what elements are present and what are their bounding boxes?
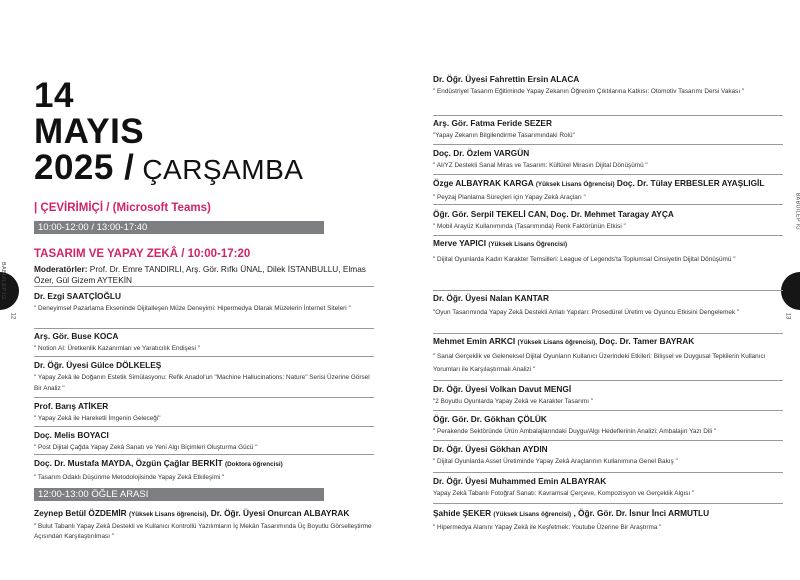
time-bar-main: 10:00-12:00 / 13:00-17:40 [34, 221, 324, 234]
talk-title: " Yapay Zekâ ile Hareketli İmgenin Geleceği" [34, 415, 161, 422]
speaker-note: (Yüksek Lisans öğrencisi) [493, 511, 572, 518]
divider [433, 174, 783, 175]
moderators-label: Moderatörler: [34, 264, 88, 274]
speaker-name [433, 336, 783, 348]
talk-title: " Hipermedya Alanını Yapay Zekâ ile Keşfetmek: Youtube Üzerine Bir Araştırma " [433, 524, 662, 531]
speaker-name: Arş. Gör. Buse KOCA [34, 331, 119, 341]
divider [433, 472, 783, 473]
talk-title: "2 Boyutlu Oyunlarda Yapay Zekâ ve Karakter Tasarımı " [433, 398, 594, 405]
divider [433, 410, 783, 411]
list-item [34, 508, 374, 541]
speaker-note: (Doktora öğrencisi) [225, 461, 283, 468]
talk-title: " Dijital Oyunlarda Kadın Karakter Temsilleri: League of Legends'ta Toplumsal Cinsiyetin Dijital Dönüşümü " [433, 256, 736, 263]
moderators-names: Prof. Dr. Emre TANDIRLI, Arş. Gör. Rıfkı ÜNAL, Dilek İSTANBULLU, Elmas Özer, Gül Gizem AYTEKİN [34, 264, 366, 285]
divider [34, 328, 374, 329]
speaker-name: Dr. Ezgi SAATÇİOĞLU [34, 291, 121, 301]
speaker-note: (Yüksek Lisans öğrencisi), [128, 511, 209, 518]
list-item [433, 209, 783, 233]
date-heading [34, 78, 303, 186]
speaker-name: Öğr. Gör. Dr. Gökhan ÇÖLÜK [433, 414, 547, 424]
speaker-rest: , Öğr. Gör. Dr. İsnur İnci ARMUTLU [573, 508, 710, 518]
left-page-number: 12 [9, 312, 16, 320]
divider [433, 440, 783, 441]
divider [433, 503, 783, 504]
talk-title: " AI/YZ Destekli Sanal Miras ve Tasarım: Kültürel Mirasın Dijital Dönüşümü " [433, 162, 648, 169]
list-item [34, 458, 374, 484]
talk-title: " Dijital Oyunlarda Asset Üretiminde Yapay Zekâ Araçlarının Kullanımına Genel Bakış " [433, 458, 678, 465]
talk-title: " Deneyimsel Pazarlama Ekseninde Dijitalleşen Müze Deneyimi: Hipermedya Olarak Müzelerin İnternet Siteleri " [34, 305, 351, 312]
list-item [34, 401, 374, 425]
list-item [433, 476, 783, 500]
speaker-name: Doç. Melis BOYACI [34, 430, 109, 440]
date-month: MAYIS [34, 112, 145, 151]
list-item [34, 331, 374, 355]
divider [433, 290, 783, 291]
divider [34, 397, 374, 398]
right-page-number: 13 [784, 312, 791, 320]
list-item [433, 444, 783, 468]
speaker-rest: Doç. Dr. Tamer BAYRAK [599, 336, 695, 346]
talk-title: " Notion AI: Üretkenlik Kazanımları ve Yaratıcılık Endişesi " [34, 345, 200, 352]
talk-title: "Oyun Tasarımında Yapay Zekâ Destekli Anlatı Yapıları: Prosedürel Üretim ve Oyuncu Etkisini Dengelemek " [433, 309, 740, 316]
speaker-main: Doç. Dr. Mustafa MAYDA, Özgün Çağlar BERKİT [34, 458, 223, 468]
speaker-name: Prof. Barış ATİKER [34, 401, 109, 411]
speaker-name [34, 508, 374, 520]
online-platform-title: | ÇEVİRİMİÇİ / (Microsoft Teams) [34, 202, 211, 214]
speaker-name: Dr. Öğr. Üyesi Fahrettin Ersin ALACA [433, 74, 580, 84]
talk-title: " Sanal Gerçeklik ve Geleneksel Dijital Oyunların Kullanıcı Üzerindeki Etkileri: Bilişsel ve Duygusal Tepkilerin Kullanıcı Yorumları ile Karşılaştırmalı Analizi " [433, 353, 766, 373]
talk-title: " Yapay Zekâ ile Doğanın Estetik Simülasyonu: Refik Anadol'un "Machine Hallucinations: Nature" Serisi Üzerine Görsel Bir Analiz " [34, 374, 370, 392]
divider [433, 204, 783, 205]
talk-title: " Peyzaj Planlama Süreçleri için Yapay Zekâ Araçları " [433, 194, 586, 201]
right-page [400, 0, 800, 580]
list-item [433, 414, 783, 438]
speaker-note: (Yüksek Lisans Öğrencisi) [488, 241, 568, 248]
speaker-name: Dr. Öğr. Üyesi Nalan KANTAR [433, 293, 550, 303]
divider [433, 380, 783, 381]
speaker-main: Şahide ŞEKER [433, 508, 492, 518]
list-item [433, 508, 783, 534]
list-item [433, 384, 783, 408]
speaker-main: Zeynep Betül ÖZDEMİR [34, 508, 127, 518]
speaker-rest: Doç. Dr. Tülay ERBESLER AYAŞLIGİL [616, 178, 765, 188]
left-side-text: BABUILEP İG [0, 262, 6, 300]
talk-title: " Bulut Tabanlı Yapay Zekâ Destekli ve Kullanıcı Kontrollü Yazılımların İç Mekân Tasarımında Üç Boyutlu Görselleştirme Açısından Karşılaştırılması " [34, 523, 372, 540]
list-item [433, 118, 783, 142]
speaker-name: Dr. Öğr. Üyesi Gökhan AYDIN [433, 444, 548, 454]
divider [34, 286, 374, 287]
speaker-main: Mehmet Emin ARKCI [433, 336, 516, 346]
time-bar-lunch: 12:00-13:00 ÖĞLE ARASI [34, 488, 324, 501]
speaker-name: Dr. Öğr. Üyesi Muhammed Emin ALBAYRAK [433, 476, 607, 486]
list-item [34, 291, 374, 315]
list-item [34, 430, 374, 454]
list-item [433, 238, 783, 266]
right-side-tab [781, 272, 800, 310]
speaker-name: Dr. Öğr. Üyesi Gülce DÖLKELEŞ [34, 360, 162, 370]
speaker-name: Dr. Öğr. Üyesi Volkan Davut MENGİ [433, 384, 572, 394]
date-year: 2025 / [34, 148, 135, 187]
talk-title: "Yapay Zekanın Bilgilendirme Tasarımındaki Rolü" [433, 132, 575, 139]
divider [433, 235, 783, 236]
list-item [433, 148, 783, 172]
right-side-text: BABUILEP İG [794, 192, 800, 230]
divider [34, 426, 374, 427]
speaker-name [433, 238, 783, 250]
divider [433, 333, 783, 334]
speaker-note: (Yüksek Lisans öğrencisi), [517, 339, 597, 346]
list-item [34, 360, 374, 394]
date-weekday: ÇARŞAMBA [142, 154, 304, 185]
speaker-name [433, 508, 783, 520]
list-item [433, 293, 783, 319]
divider [34, 454, 374, 455]
talk-title: " Mobil Arayüz Kullanımında (Tasarımında) Renk Faktörünün Etkisi " [433, 223, 626, 230]
list-item [433, 74, 783, 98]
speaker-main: Merve YAPICI [433, 238, 487, 248]
speaker-name [34, 458, 374, 470]
moderators [34, 264, 374, 285]
date-day: 14 [34, 76, 74, 115]
speaker-name: Doç. Dr. Özlem VARGÜN [433, 148, 530, 158]
speaker-rest: Dr. Öğr. Üyesi Onurcan ALBAYRAK [210, 508, 350, 518]
session-title: TASARIM VE YAPAY ZEKÂ / 10:00-17:20 [34, 248, 251, 260]
divider [433, 144, 783, 145]
speaker-name: Arş. Gör. Fatma Feride SEZER [433, 118, 552, 128]
talk-title: " Post Dijital Çağda Yapay Zekâ Sanatı ve Yeni Algı Biçimleri Oluşturma Gücü " [34, 444, 258, 451]
speaker-name: Öğr. Gör. Serpil TEKELİ CAN, Doç. Dr. Mehmet Taragay AYÇA [433, 209, 674, 219]
talk-title: " Endüstriyel Tasarım Eğitiminde Yapay Zekanın Öğrenim Çıktılarına Katkısı: Otomotiv Tasarımı Dersi Vakası " [433, 88, 745, 95]
talk-title: " Perakende Sektöründe Ürün Ambalajlarındaki Duygu/Algı Hedeflerinin Analizi: Ambalajın Yazı Dili " [433, 428, 717, 435]
speaker-note: (Yüksek Lisans Öğrencisi) [535, 181, 615, 188]
divider [34, 356, 374, 357]
list-item [433, 178, 783, 204]
talk-title: Yapay Zekâ Tabanlı Fotoğraf Sanatı: Kavramsal Çerçeve, Kompozisyon ve Gerçeklik Algısı " [433, 490, 695, 497]
speaker-name [433, 178, 783, 190]
talk-title: " Tasarım Odaklı Düşünme Metodolojisinde Yapay Zekâ Etkileşimi " [34, 474, 225, 481]
divider [433, 115, 783, 116]
speaker-main: Özge ALBAYRAK KARGA [433, 178, 534, 188]
list-item [433, 336, 783, 376]
